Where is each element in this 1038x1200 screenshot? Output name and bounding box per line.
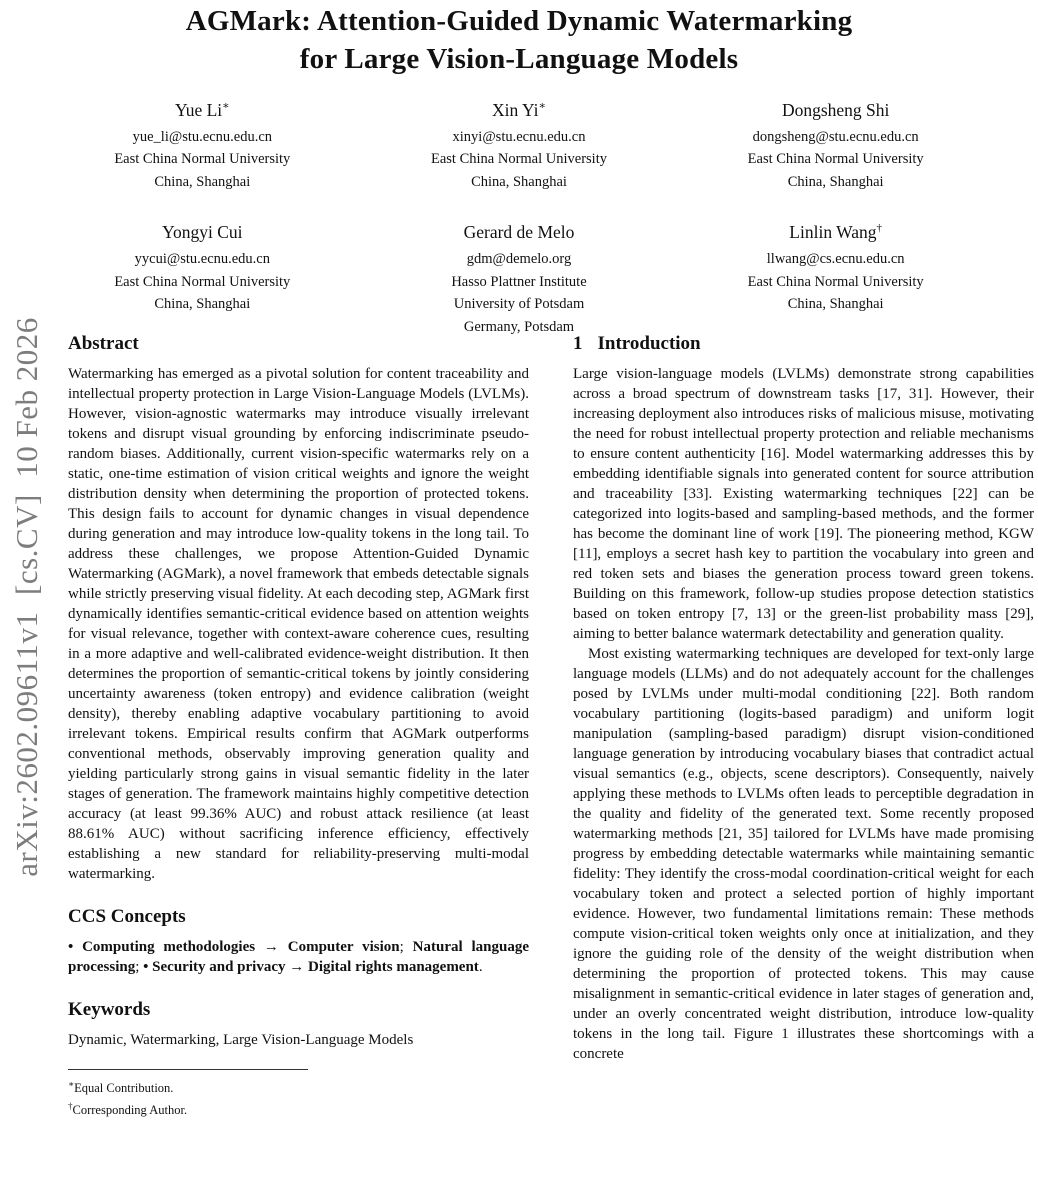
author-block-linlin-wang — [677, 216, 994, 338]
author-name — [361, 94, 678, 122]
author-location: China, Shanghai — [787, 173, 884, 190]
author-email: yue_li@stu.ecnu.edu.cn — [132, 128, 273, 145]
paper-title — [0, 0, 1038, 78]
footnote-equal-contribution — [68, 1075, 529, 1097]
author-name — [44, 216, 361, 244]
ccs-heading: CCS Concepts — [68, 906, 186, 927]
keywords-text: Dynamic, Watermarking, Large Vision-Language Models — [68, 1032, 414, 1048]
footnote-text: Equal Contribution. — [74, 1081, 174, 1096]
ccs-period: . — [478, 959, 483, 975]
left-column — [68, 332, 529, 1119]
footnote-rule — [68, 1069, 308, 1070]
section-title: Introduction — [597, 333, 701, 354]
section-number: 1 — [573, 333, 583, 354]
author-email: llwang@cs.ecnu.edu.cn — [766, 251, 905, 268]
introduction-paragraph-2: Most existing watermarking techniques are developed for text-only large language models (LLMs) and do not adequately account for the challenges posed by LVLMs under multi-modal conditioning [22]. Both random vocabulary partitioning (logits-based paradigm) and uniform logit manipulation (sampling-based paradigm) disrupt vision-conditioned language generation by introducing vocabulary biases that contradict actual visual semantics (e.g., objects, scene descriptors). Consequently, naively applying these methods to LVLMs often leads to perceptible degradation in the quality and fidelity of the generated text. Some recently proposed watermarking methods [21, 35] tailored for LVLMs have made promising progress by embedding detectable watermarks while maintaining semantic fidelity: They identify the cross-modal coordination-critical weight for each vocabulary token and protect a selected portion of highly important evidence. However, two fundamental limitations remain: These methods compute vision-critical token weights only once at initialization, and they ignore the guiding role of the density of the weight distribution when determining the proportion of protected tokens. This may cause misalignment in semantic-critical evidence in later stages of generation and, under an overly concentrated weight distribution, introduce low-quality tokens in the long tail. Figure 1 illustrates these shortcomings with a concrete — [573, 646, 1034, 1062]
ccs-separator: ; — [135, 959, 144, 975]
ccs-concept-2: Natural language processing — [68, 939, 529, 975]
author-mark: † — [876, 222, 883, 235]
ccs-concept-3: • Security and privacy → Digital rights management — [143, 959, 479, 975]
footnote-block — [68, 1069, 529, 1119]
abstract-heading: Abstract — [68, 333, 139, 354]
author-affiliation: East China Normal University — [114, 273, 291, 290]
author-name-text: Dongsheng Shi — [781, 99, 890, 120]
author-name-text: Gerard de Melo — [463, 222, 575, 243]
author-name — [361, 216, 678, 244]
ccs-text — [68, 937, 529, 977]
author-block-gerard-de-melo — [361, 216, 678, 338]
introduction-paragraph-1: Large vision-language models (LVLMs) demonstrate strong capabilities across a broad spectrum of downstream tasks [17, 31]. However, their increasing deployment also introduces risks of malicious misuse, motivating the need for robust intellectual property protection and reliable mechanisms to ensure content authenticity [16]. Model watermarking addresses this by embedding identifiable signals into generated content for source attribution and traceability [33]. Existing watermarking techniques [22] can be categorized into logits-based and sampling-based methods, and the former has become the dominant line of work [19]. The pioneering method, KGW [11], employs a secret hash key to partition the vocabulary into green and red token sets and biases the generation process toward green tokens. Building on this framework, follow-up studies propose detection statistics based on token entropy [7, 13] or the green-list probability mass [29], aiming to better balance watermark detectability and generation quality. — [573, 366, 1034, 642]
author-name-text: Linlin Wang — [789, 222, 877, 243]
author-location: China, Shanghai — [787, 296, 884, 313]
footnote-text: Corresponding Author. — [72, 1103, 188, 1118]
author-location: China, Shanghai — [471, 173, 567, 190]
author-affiliation: East China Normal University — [114, 151, 291, 168]
footnote-mark: ∗ — [68, 1079, 75, 1089]
authors-grid — [44, 94, 994, 338]
author-affiliation: Hasso Plattner Institute — [451, 273, 587, 290]
ccs-concept-1: • Computing methodologies → Computer vision — [68, 939, 400, 955]
author-mark: ∗ — [222, 100, 230, 112]
introduction-heading — [573, 332, 1034, 356]
keywords-heading: Keywords — [68, 999, 151, 1020]
author-location: China, Shanghai — [154, 173, 251, 190]
author-name — [677, 216, 994, 244]
abstract-text: Watermarking has emerged as a pivotal solution for content traceability and intellectual property protection in Large Vision-Language Models (LVLMs). However, vision-agnostic watermarks may introduce visually irrelevant tokens and disrupt visual grounding by enforcing indiscriminate pseudo-random biases. Additionally, current vision-specific watermarks rely on a static, one-time estimation of vision critical weights and ignore the weight distribution density when determining the proportion of protected tokens. This design fails to account for dynamic changes in visual dependence during generation and may introduce low-quality tokens in the long tail. To address these challenges, we propose Attention-Guided Dynamic Watermarking (AGMark), a novel framework that embeds detectable signals while strictly preserving visual fidelity. At each decoding step, AGMark first dynamically identifies semantic-critical evidence based on attention weights for visual relevance, together with context-aware coherence cues, resulting in a more adaptive and well-calibrated evidence-weight distribution. It then determines the proportion of semantic-critical tokens by jointly considering uncertainty awareness (token entropy) and evidence calibration (weight density), thereby enabling adaptive vocabulary partitioning to avoid irrelevant tokens. Empirical results confirm that AGMark outperforms conventional methods, observably improving generation quality and yielding particularly strong gains in visual semantic fidelity in the later stages of generation. The framework maintains highly competitive detection accuracy (at least 99.36% AUC) and robust attack resilience (at least 88.61% AUC) without sacrificing inference efficiency, effectively establishing a new standard for reliability-preserving multi-modal watermarking. — [68, 366, 529, 882]
author-name — [44, 94, 361, 122]
footnote-corresponding-author — [68, 1097, 529, 1119]
author-email: xinyi@stu.ecnu.edu.cn — [452, 128, 586, 145]
author-location: China, Shanghai — [154, 296, 251, 313]
right-column — [573, 332, 1034, 1119]
author-name — [677, 94, 994, 122]
author-email: dongsheng@stu.ecnu.edu.cn — [752, 128, 919, 145]
author-affiliation: East China Normal University — [747, 273, 924, 290]
ccs-separator: ; — [399, 939, 413, 955]
paper-title-line1: AGMark: Attention-Guided Dynamic Watermarking — [185, 5, 853, 37]
author-mark: ∗ — [538, 100, 546, 112]
author-email: yycui@stu.ecnu.edu.cn — [134, 251, 270, 268]
author-location: Germany, Potsdam — [463, 318, 575, 335]
author-block-yue-li — [44, 94, 361, 193]
footnote-mark: † — [68, 1101, 73, 1112]
author-name-text: Yongyi Cui — [162, 222, 243, 243]
author-block-dongsheng-shi — [677, 94, 994, 193]
author-affiliation: East China Normal University — [747, 151, 924, 168]
author-name-text: Yue Li — [175, 99, 223, 120]
arxiv-watermark: arXiv:2602.09611v1 [cs.CV] 10 Feb 2026 — [9, 317, 44, 877]
author-block-yongyi-cui — [44, 216, 361, 338]
author-affiliation-2: University of Potsdam — [453, 296, 585, 313]
two-column-body — [68, 332, 1035, 1119]
author-block-xin-yi — [361, 94, 678, 193]
paper-title-line2: for Large Vision-Language Models — [299, 43, 739, 75]
author-affiliation: East China Normal University — [431, 151, 607, 168]
author-name-text: Xin Yi — [491, 99, 539, 120]
author-email: gdm@demelo.org — [466, 251, 572, 268]
